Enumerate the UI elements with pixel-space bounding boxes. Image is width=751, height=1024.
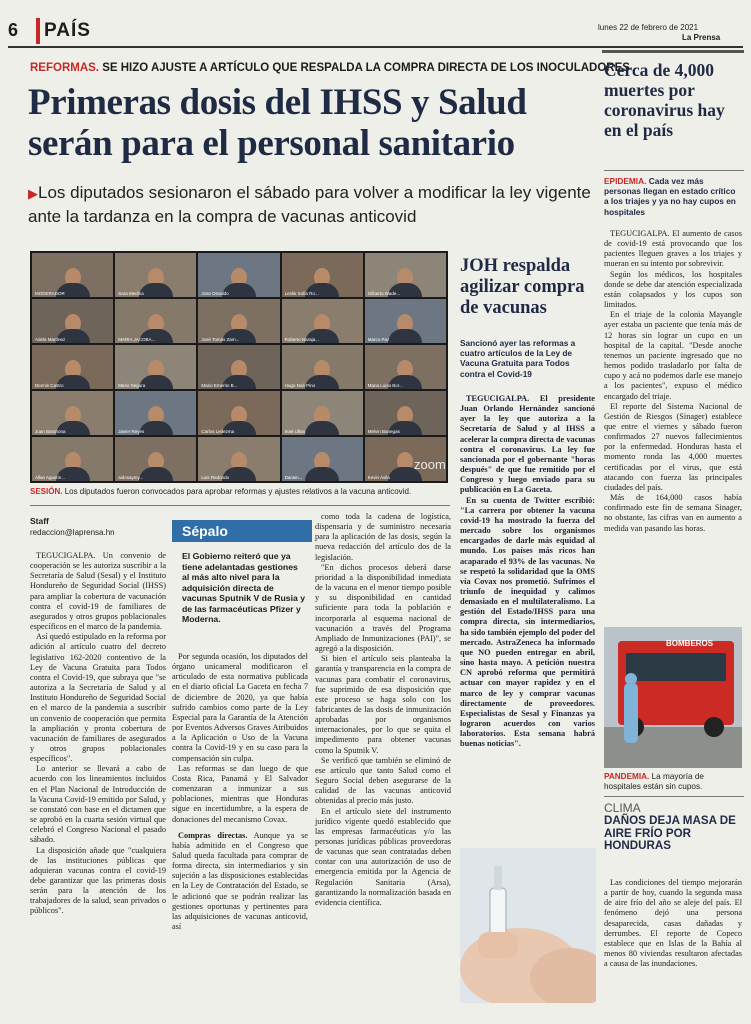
col1-para: La disposición añade que "cualquiera de las instituciones públicas que adquieran vacunas contra el covid-19 debe garantizar que las primeras dosis serán para la atención de los trabajadores de la salud, sean privados o públicos". (30, 845, 166, 916)
joh-summary: Sancionó ayer las reformas a cuatro artículos de la Ley de Vacuna Gratuita para Todos contra el Covid-19 (460, 338, 576, 379)
participant-name: Darwin... (284, 475, 303, 480)
participant-tile (365, 253, 446, 297)
participant-name: Roberto Naraja... (284, 337, 319, 342)
sidebar-title: Cerca de 4,000 muertes por coronavirus hay en el país (604, 60, 725, 140)
participant-body (305, 467, 339, 481)
participant-tile (198, 345, 279, 389)
sidebar-kicker-text: Cada vez más personas llegan en estado crítico a los triajes y ya no hay cupos en hospitales (604, 176, 736, 217)
headline: Primeras dosis del IHSS y Salud serán para el personal sanitario (28, 82, 527, 164)
participant-name: Carlos Ledezma (201, 429, 235, 434)
article-column-3 (315, 512, 451, 908)
clima-para: Las condiciones del tiempo mejorarán a partir de hoy, cuando la segunda masa de aire frío del año se aleje del país. El fenómeno dejó una persona desaparecida, casas dañadas y derrumbes. El reporte de Copeco establece que en Islas de la Bahía al menos 80 viviendas resultaron afectadas a causa de las inundaciones. (604, 878, 742, 969)
participant-tile (365, 299, 446, 343)
participant-tile (115, 437, 196, 481)
sidebar-para: En el triaje de la colonia Mayangle ayer estaba un paciente que tenía más de 12 horas sin lograr un cupo en un hospital de la capital. "Desde anoche tenemos un paciente ingresado que no hemos podido trasladarlo por falta de cupo y acá no podemos darle ese manejo a los pacientes", expuso el médico encargado del triaje. (604, 310, 742, 401)
participant-tile (115, 345, 196, 389)
article-column-2 (172, 652, 308, 932)
paper-name: La Prensa (682, 33, 721, 42)
participant-name: Jose Osvaldo (201, 291, 229, 296)
sidebar-kicker (604, 176, 742, 217)
participant-body (139, 467, 173, 481)
kicker-label: REFORMAS. (30, 62, 99, 74)
col3-para: Se verificó que también se eliminó de ese artículo que tanto Salud como el Seguro Social deben asegurarse de la calidad de las vacunas anticovid obtenidas al precio más justo. (315, 755, 451, 806)
participant-name: Dennis Castro (35, 383, 64, 388)
participant-tile (282, 437, 363, 481)
col3-para: Si bien el artículo seis planteaba la garantía y transparencia en la compra de vacunas para combatir el coronavirus, fue suprimido de esa disposición que este proceso se haga solo con los fabricantes de las dosis de inmunización aprobadas por organismos internacionales, por lo que se quita el impedimento para obtener vacunas como la Sputnik V. (315, 654, 451, 755)
sidebar-para: Más de 164,000 casos había confirmado este fin de semana Sinager, no obstante, las cifras van en aumento a medida van pasando las horas. (604, 493, 742, 533)
participant-name: Mario Emerito B... (201, 383, 238, 388)
clima-label: CLIMA (604, 801, 641, 815)
col2-para: Las reformas se dan luego de que Costa Rica, Panamá y El Salvador comenzaran a inmunizar a sus poblaciones, mientras que Honduras sigue en incertidumbre, a la espera de donaciones del mecanismo Covax. (172, 763, 308, 824)
caption-rule (30, 505, 450, 506)
sidebar-top-rule (602, 50, 744, 53)
fire-truck-illustration (604, 627, 742, 768)
kicker (30, 62, 630, 74)
participant-tile (198, 391, 279, 435)
participant-name: Adela Martínez (35, 337, 66, 342)
truck-label: BOMBEROS (666, 639, 714, 648)
joh-para: TEGUCIGALPA. El presidente Juan Orlando Hernández sancionó ayer la ley que autoriza a la Secretaría de Salud y al IHSS a acelerar la compra directa de vacunas contra el coronavirus. La ley fue sancionada por el gobernante "horas después" de que fue remitido por el Congreso y luego enviado para su publicación en La Gaceta. (460, 394, 595, 495)
participant-tile (198, 299, 279, 343)
article-column-1 (30, 551, 166, 917)
participant-tile (365, 345, 446, 389)
sidebar-para: TEGUCIGALPA. El aumento de casos de covid-19 está provocando que los pacientes lleguen graves a los triajes y mueran en su intento por sobrevivir. (604, 229, 742, 269)
participant-name: Kevin Avila (367, 475, 390, 480)
col1-para: Lo anterior se llevará a cabo de acuerdo con los lineamientos incluidos en el Plan Nacional de Introducción de la Vacuna Covid-19 emitido por Salud, y se constató con base en el dictamen que se aprobó en la cuarta sesión virtual que celebró el Congreso Nacional el pasado sábado. (30, 764, 166, 845)
sidebar-rule (604, 170, 744, 171)
participant-name: MARIA JACOBA... (118, 337, 156, 342)
sidebar-para: Según los médicos, los hospitales donde se debe dar atención especializada están colapsados y los cupos son limitados. (604, 269, 742, 310)
col2-para: Por segunda ocasión, los diputados del órgano unicameral modificaron el articulado de esta normativa publicada en el diario oficial La Gaceta en fecha 7 de diciembre de 2020, ya que había sufrido cambios como parte de la Ley Especial para la Garantía de la Atención por Eventos Adversos Graves Atribuidos a la Aplicación o Uso de la Vacuna contra la Covid-19 y en su caso para la compensación sin culpa. (172, 652, 308, 763)
participant-tile (282, 253, 363, 297)
participant-tile (365, 391, 446, 435)
subhead-text: Los diputados sesionaron el sábado para volver a modificar la ley vigente ante la tardanza en la compra de vacunas anticovid (28, 183, 591, 226)
participant-name: Melvin Banegas (367, 429, 400, 434)
participant-name: Gilberto Wade... (367, 291, 401, 296)
participant-tile (32, 299, 113, 343)
participant-tile (32, 391, 113, 435)
participant-tile (32, 437, 113, 481)
participant-name: Marco Paz (367, 337, 390, 342)
vaccine-illustration (460, 848, 596, 1003)
subhead-arrow-icon: ▶ (28, 186, 38, 201)
participant-tile (32, 253, 113, 297)
kicker-text: SE HIZO AJUSTE A ARTÍCULO QUE RESPALDA LA COMPRA DIRECTA DE LOS INOCULADORES (102, 62, 630, 74)
participant-tile (198, 437, 279, 481)
participant-tile (115, 299, 196, 343)
page-number: 6 (8, 20, 19, 40)
byline-email: redaccion@laprensa.hn (30, 528, 115, 537)
participant-tile (115, 391, 196, 435)
participant-name: MODERADOR (35, 291, 65, 296)
participant-name: Allan Agustín... (35, 475, 66, 480)
col3-para: "En dichos procesos deberá darse prioridad a la disponibilidad inmediata de la vacuna en el menor tiempo posible y su disponibilidad en cantidad suficiente para toda la población e incorporarla al esquema nacional de vacunación a través del Programa Ampliado de Inmunizaciones (PAI)", se agregó a la disposición. (315, 562, 451, 654)
participant-tile (282, 391, 363, 435)
participant-name: Leslie Sofia Ro... (284, 291, 319, 296)
participant-name: Juan Barahona (35, 429, 66, 434)
photo-caption-label: SESIÓN. (30, 487, 63, 496)
sepalo-text: El Gobierno reiteró que ya tiene adelantadas gestiones al más alto nivel para la adquisición directa de vacunas Sputnik V de Rusia y de las farmacéuticas Pfizer y Moderna. (182, 551, 306, 624)
subhead (28, 181, 598, 228)
participant-name: aidosaymy... (118, 475, 144, 480)
joh-para: En su cuenta de Twitter escribió: "La carrera por obtener la vacuna covid-19 ha mostrado la fuerza del mercado sobre los organismos encargados de darle más equidad al mundo. Los países más ricos han acaparado el 93% de las vacunas. No se respetó la solidaridad que la OMS vía Covax nos prometió. Sufrimos el triunfo de inequidad y calimos demasiado en el multilateralismo. La gestión del Estado/IHSS para una compra directa, sin intermediarios, ha sido también ejemplo del poder del mercado. AstraZeneca ha informado que NO pueden entregar en abril, sino hasta mayo. A petición nuestra CN aprobó reforma que permitirá actuar con mayor rapidez y en el marco de ley y comprar vacunas directamente de proveedores. Especialistas de Sesal y Finanzas ya lograron acuerdos con varios laboratorios. Esta semana habrá buenas noticias". (460, 495, 595, 749)
participant-tile (32, 345, 113, 389)
col3-para: como toda la cadena de logística, dispensaria y de suministro necesaria para la aplicación de las dosis, según la nueva redacción del artículo dos de la legislación. (315, 512, 451, 562)
participant-body (388, 329, 422, 343)
header-rule-left (36, 18, 40, 44)
photo-caption (30, 487, 450, 497)
pandemia-caption-label: PANDEMIA. (604, 772, 650, 781)
participant-name: Luis Redondo (201, 475, 230, 480)
participant-name: Hugo Noé Pino (284, 383, 316, 388)
col2-sub-text: Aunque ya se había admitido en el Congreso que Salud queda facultada para comprar de forma directa, sin intermediarios y sin sujeción a las disposiciones establecidas en la Ley de Contratación del Estado, se le adicionó que se podrán realizar las gestiones oportunas y pertinentes para las adquisiciones de vacunas anticovid, así (172, 830, 308, 932)
participant-name: Iroel Ulloa (284, 429, 305, 434)
header-rule (8, 46, 743, 48)
sepalo-title: Sépalo (182, 523, 228, 539)
participant-name: Javier Reyes (118, 429, 145, 434)
clima-text (604, 878, 742, 969)
participant-body (305, 421, 339, 435)
zoom-logo: zoom (414, 457, 446, 472)
vaccine-photo (460, 848, 596, 1003)
photo-caption-text: Los diputados fueron convocados para aprobar reformas y ajustes relativos a la vacuna anticovid. (64, 487, 412, 496)
pandemia-photo (604, 627, 742, 768)
participant-name: Maria Luisa Bor... (367, 383, 403, 388)
sepalo-box (172, 520, 312, 644)
clima-title: DAÑOS DEJA MASA DE AIRE FRÍO POR HONDURAS (604, 814, 736, 853)
participant-name: Sara Medina (118, 291, 144, 296)
participant-tile (115, 253, 196, 297)
col3-para: En el artículo siete del instrumento jurídico vigente quedó establecido que las empresas farmacéuticas y/o las personas jurídicas públicas proveedoras de vacunas que sean contratadas deben contar con una autorización de uso de emergencia emitida por la Agencia de Regulación Sanitaria (Arsa), garantizando la normalización basada en evidencia científica. (315, 806, 451, 907)
sidebar-kicker-label: EPIDEMIA. (604, 176, 647, 186)
col2-sub-label: Compras directas. (178, 830, 248, 840)
joh-body (460, 394, 595, 749)
participant-tile (198, 253, 279, 297)
byline-name: Staff (30, 516, 49, 526)
col2-para (172, 831, 308, 933)
col1-para: Así quedó estipulado en la reforma por adición al artículo cuatro del decreto legislativo 162-2020 contentivo de la Ley de Vacuna Gratuita para Todos contra el Covid-19, que subraya que "se autoriza a la Secretaría de Salud y al Instituto Hondureño de Seguridad Social en el marco de la pandemia a suscribir un convenio de cooperación que permita la ampliación y pronta cobertura de vacunación de familiares de asegurados y otros grupos poblacionales específicos". (30, 632, 166, 764)
participant-name: Mario Segura (118, 383, 146, 388)
joh-title: JOH respalda agilizar compra de vacunas (460, 256, 585, 318)
col1-para: TEGUCIGALPA. Un convenio de cooperación se les autoriza suscribir a la Secretaría de Salud (Sesal) y el Instituto Hondureño de Seguridad Social (IHSS) para ampliar la cobertura de vacunación contra el covid-19 de familiares de asegurados y otros grupos poblacionales específicos en el marco de la pandemia. (30, 551, 166, 632)
pandemia-caption-text: La mayoría de hospitales están sin cupos. (604, 772, 704, 791)
section-name: PAÍS (44, 20, 91, 41)
issue-date: lunes 22 de febrero de 2021 (598, 23, 699, 32)
sidebar-body (604, 229, 742, 534)
participant-tile (282, 345, 363, 389)
participant-tile (282, 299, 363, 343)
session-photo (30, 251, 448, 483)
sidebar-para: El reporte del Sistema Nacional de Gestión de Riesgos (Sinager) establece que entre el viernes y sábado fueron confirmados 27 nuevos fallecimientos por la enfermedad. Honduras hasta el momento ronda las 4,000 muertes certificadas por el virus, que está atacando con fuerza las principales ciudades del país. (604, 401, 742, 492)
pandemia-caption (604, 772, 742, 792)
participant-name: José Tomás Zam... (201, 337, 240, 342)
clima-rule (604, 796, 744, 797)
